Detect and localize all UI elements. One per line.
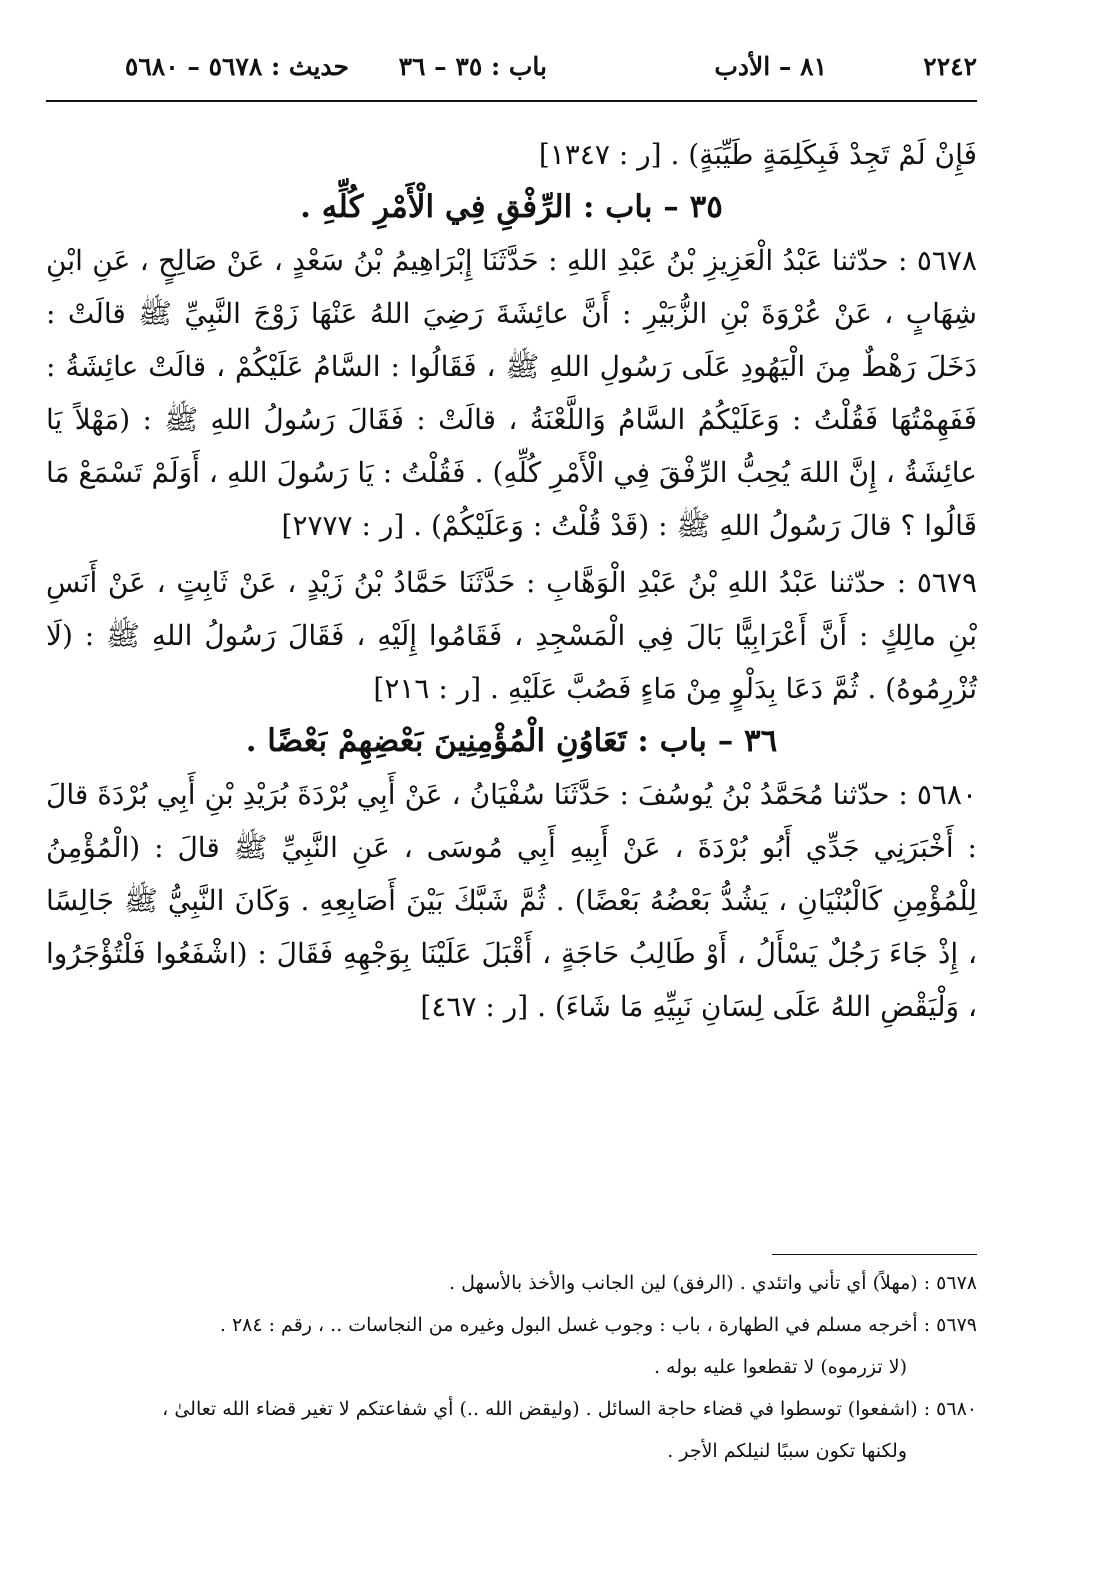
footnote-5678: ٥٦٧٨ : (مهلاً) أي تأني واتئدي . (الرفق) لين الجانب والأخذ بالأسهل . xyxy=(449,1272,977,1294)
intro-line: فَإِنْ لَمْ تَجِدْ فَبِكَلِمَةٍ طَيِّبَةٍ) . [ر : ١٣٤٧] xyxy=(538,138,977,171)
main-text xyxy=(46,128,977,1033)
footnote-divider xyxy=(772,1254,977,1255)
hadith-5678: ٥٦٧٨ : حدّثنا عَبْدُ الْعَزِيزِ بْنُ عَبْدِ اللهِ : حَدَّثَنَا إِبْرَاهِيمُ بْنُ سَعْدٍ ، عَنْ صَالِحٍ ، عَنِ ابْنِ شِهَابٍ ، عَنْ عُرْوَةَ بْنِ الزُّبَيْرِ : أَنَّ عائِشَةَ رَضِيَ اللهُ عَنْهَا زَوْجَ النَّبِيِّ ﷺ قالَتْ : دَخَلَ رَهْطٌ مِنَ الْيَهُودِ عَلَى رَسُولِ اللهِ ﷺ ، فَقَالُوا : السَّامُ عَلَيْكُمْ ، قالَتْ عائِشَةُ : فَفَهِمْتُهَا فَقُلْتُ : وَعَلَيْكُمُ السَّامُ وَاللَّعْنَةُ ، قالَتْ : فَقَالَ رَسُولُ اللهِ ﷺ : (مَهْلاً يَا عائِشَةُ ، إِنَّ اللهَ يُحِبُّ الرِّفْقَ فِي الْأَمْرِ كُلِّهِ) . فَقُلْتُ : يَا رَسُولَ اللهِ ، أَوَلَمْ تَسْمَعْ مَا قَالُوا ؟ قالَ رَسُولُ اللهِ ﷺ : (قَدْ قُلْتُ : وَعَلَيْكُمْ) . [ر : ٢٧٧٧] xyxy=(46,244,977,542)
hadith-5680: ٥٦٨٠ : حدّثنا مُحَمَّدُ بْنُ يُوسُفَ : حَدَّثَنَا سُفْيَانُ ، عَنْ أَبِي بُرْدَةَ بُرَيْدِ بْنِ أَبِي بُرْدَةَ قالَ : أَخْبَرَنِي جَدِّي أَبُو بُرْدَةَ ، عَنْ أَبِيهِ أَبِي مُوسَى ، عَنِ النَّبِيِّ ﷺ قالَ : (الْمُؤْمِنُ لِلْمُؤْمِنِ كَالْبُنْيَانِ ، يَشُدُّ بَعْضُهُ بَعْضًا) . ثُمَّ شَبَّكَ بَيْنَ أَصَابِعِهِ . وَكَانَ النَّبِيُّ ﷺ جَالِسًا ، إِذْ جَاءَ رَجُلٌ يَسْأَلُ ، أَوْ طَالِبُ حَاجَةٍ ، أَقْبَلَ عَلَيْنَا بِوَجْهِهِ فَقَالَ : (اشْفَعُوا فَلْتُؤْجَرُوا ، وَلْيَقْضِ اللهُ عَلَى لِسَانِ نَبِيِّهِ مَا شَاءَ) . [ر : ٤٦٧] xyxy=(46,778,977,1023)
chapter-heading-36: ٣٦ – باب : تَعَاوُنِ الْمُؤْمِنِينَ بَعْضِهِمْ بَعْضًا . xyxy=(245,723,778,759)
chapter-heading-35: ٣٥ – باب : الرِّفْقِ فِي الْأَمْرِ كُلِّهِ . xyxy=(300,189,723,225)
footnote-5679: ٥٦٧٩ : أخرجه مسلم في الطهارة ، باب : وجوب غسل البول وغيره من النجاسات .. ، رقم : ٢٨٤ . xyxy=(219,1314,977,1336)
page-number: ٢٢٤٢ xyxy=(923,52,977,81)
hadith-range: حديث : ٥٦٧٨ – ٥٦٨٠ xyxy=(124,52,349,81)
running-header xyxy=(46,52,977,92)
hadith-5679: ٥٦٧٩ : حدّثنا عَبْدُ اللهِ بْنُ عَبْدِ الْوَهَّابِ : حَدَّثَنَا حَمَّادُ بْنُ زَيْدٍ ، عَنْ ثَابِتٍ ، عَنْ أَنَسِ بْنِ مالِكٍ : أَنَّ أَعْرَابِيًّا بَالَ فِي الْمَسْجِدِ ، فَقَامُوا إِلَيْهِ ، فَقَالَ رَسُولُ اللهِ ﷺ : (لَا تُزْرِمُوهُ) . ثُمَّ دَعَا بِدَلْوٍ مِنْ مَاءٍ فَصُبَّ عَلَيْهِ . [ر : ٢١٦] xyxy=(46,566,977,705)
footnotes xyxy=(46,1262,977,1472)
header-divider xyxy=(46,100,977,102)
footnote-5679-continued: (لا تزرموه) لا تقطعوا عليه بوله . xyxy=(653,1356,907,1378)
footnote-5680: ٥٦٨٠ : (اشفعوا) توسطوا في قضاء حاجة السائل . (وليقض الله ..) أي شفاعتكم لا تغير قضاء الله تعالىٰ ، xyxy=(162,1398,977,1420)
book-title: ٨١ – الأدب xyxy=(714,52,827,81)
chapter-range: باب : ٣٥ – ٣٦ xyxy=(398,52,547,81)
footnote-5680-continued: ولكنها تكون سببًا لنيلكم الأجر . xyxy=(667,1440,907,1462)
